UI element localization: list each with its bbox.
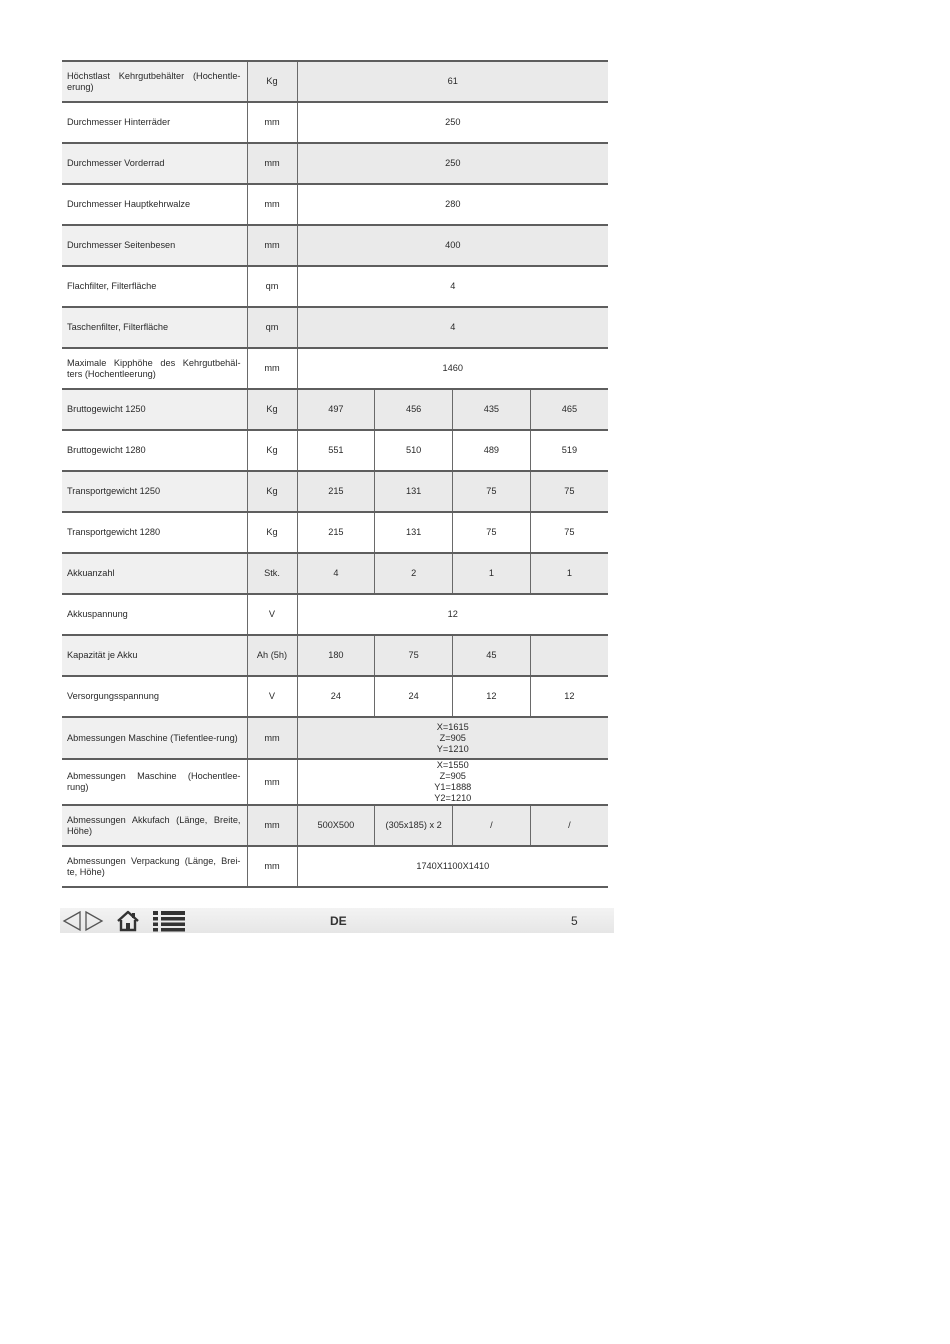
row-value: 456 — [375, 389, 453, 430]
row-label: Höchstlast Kehrgutbehälter (Hochentle-erung) — [62, 61, 247, 102]
row-unit: V — [247, 594, 297, 635]
arrow-left-icon[interactable] — [62, 910, 82, 932]
row-value: 75 — [453, 471, 531, 512]
row-label: Abmessungen Maschine (Hochentlee-rung) — [62, 759, 247, 805]
dimension-line: X=1550 — [436, 760, 469, 770]
row-unit: mm — [247, 805, 297, 846]
page-number: 5 — [571, 914, 578, 928]
row-value: 75 — [530, 471, 608, 512]
row-value: 1740X1100X1410 — [297, 846, 608, 887]
arrow-right-icon[interactable] — [84, 910, 104, 932]
row-value: / — [453, 805, 531, 846]
row-value: 250 — [297, 143, 608, 184]
row-unit: mm — [247, 717, 297, 759]
row-value: 4 — [297, 553, 375, 594]
row-label: Akkuspannung — [62, 594, 247, 635]
list-icon[interactable] — [152, 910, 186, 932]
dimension-line: Z=905 — [439, 732, 466, 743]
row-value: 280 — [297, 184, 608, 225]
row-label: Taschenfilter, Filterfläche — [62, 307, 247, 348]
table-row — [62, 266, 608, 307]
row-unit: mm — [247, 846, 297, 887]
row-value: 4 — [297, 266, 608, 307]
row-label: Abmessungen Akkufach (Länge, Breite, Höhe) — [62, 805, 247, 846]
row-unit: Kg — [247, 512, 297, 553]
row-value: 400 — [297, 225, 608, 266]
language-label: DE — [330, 914, 347, 928]
row-value: 215 — [297, 471, 375, 512]
page-footer — [60, 908, 614, 933]
row-value: 215 — [297, 512, 375, 553]
row-label: Durchmesser Hinterräder — [62, 102, 247, 143]
row-label: Durchmesser Seitenbesen — [62, 225, 247, 266]
table-row — [62, 389, 608, 430]
row-label: Transportgewicht 1250 — [62, 471, 247, 512]
dimension-line: Y=1210 — [436, 743, 469, 754]
row-unit: qm — [247, 307, 297, 348]
row-value: 4 — [297, 307, 608, 348]
row-value: 12 — [453, 676, 531, 717]
row-value: 1 — [453, 553, 531, 594]
row-unit: Stk. — [247, 553, 297, 594]
row-label: Abmessungen Verpackung (Länge, Brei-te, Höhe) — [62, 846, 247, 887]
row-value: 180 — [297, 635, 375, 676]
row-label: Bruttogewicht 1280 — [62, 430, 247, 471]
row-unit: mm — [247, 225, 297, 266]
row-value: 435 — [453, 389, 531, 430]
row-label: Bruttogewicht 1250 — [62, 389, 247, 430]
table-row — [62, 471, 608, 512]
row-unit: Kg — [247, 471, 297, 512]
row-value: 2 — [375, 553, 453, 594]
table-row — [62, 846, 608, 887]
table-row — [62, 635, 608, 676]
table-row — [62, 759, 608, 805]
spec-table — [62, 60, 608, 888]
row-unit: Ah (5h) — [247, 635, 297, 676]
row-value: 75 — [530, 512, 608, 553]
table-row — [62, 430, 608, 471]
table-row — [62, 805, 608, 846]
row-value: 510 — [375, 430, 453, 471]
row-value: 12 — [297, 594, 608, 635]
table-row — [62, 225, 608, 266]
row-label: Abmessungen Maschine (Tiefentlee-rung) — [62, 717, 247, 759]
row-value: (305x185) x 2 — [375, 805, 453, 846]
row-value: 12 — [530, 676, 608, 717]
table-row — [62, 143, 608, 184]
row-label: Akkuanzahl — [62, 553, 247, 594]
table-row — [62, 676, 608, 717]
row-unit: mm — [247, 143, 297, 184]
dimension-line: Y2=1210 — [434, 793, 472, 803]
table-row — [62, 512, 608, 553]
row-value: 131 — [375, 471, 453, 512]
row-unit: Kg — [247, 430, 297, 471]
row-value — [297, 717, 608, 759]
row-value: 465 — [530, 389, 608, 430]
row-value: 131 — [375, 512, 453, 553]
table-row — [62, 348, 608, 389]
row-value: 489 — [453, 430, 531, 471]
row-label: Maximale Kipphöhe des Kehrgutbehäl-ters (Hochentleerung) — [62, 348, 247, 389]
row-unit: mm — [247, 184, 297, 225]
row-value: 1 — [530, 553, 608, 594]
home-icon[interactable] — [116, 910, 140, 932]
row-value — [297, 759, 608, 805]
table-row — [62, 61, 608, 102]
row-unit: Kg — [247, 61, 297, 102]
dimension-line: Z=905 — [439, 771, 466, 781]
row-value: 75 — [453, 512, 531, 553]
row-unit: V — [247, 676, 297, 717]
row-label: Transportgewicht 1280 — [62, 512, 247, 553]
row-value: 497 — [297, 389, 375, 430]
row-unit: mm — [247, 102, 297, 143]
dimension-line: Y1=1888 — [434, 782, 472, 792]
row-value: 519 — [530, 430, 608, 471]
row-unit: qm — [247, 266, 297, 307]
row-unit: mm — [247, 348, 297, 389]
table-row — [62, 594, 608, 635]
row-label: Kapazität je Akku — [62, 635, 247, 676]
row-unit: Kg — [247, 389, 297, 430]
table-row — [62, 553, 608, 594]
row-value: 250 — [297, 102, 608, 143]
row-value: 500X500 — [297, 805, 375, 846]
row-value: 75 — [375, 635, 453, 676]
row-label: Versorgungsspannung — [62, 676, 247, 717]
row-label: Flachfilter, Filterfläche — [62, 266, 247, 307]
dimension-line: X=1615 — [436, 721, 469, 732]
row-value: 551 — [297, 430, 375, 471]
table-row — [62, 184, 608, 225]
row-label: Durchmesser Vorderrad — [62, 143, 247, 184]
row-label: Durchmesser Hauptkehrwalze — [62, 184, 247, 225]
row-value: 45 — [453, 635, 531, 676]
table-row — [62, 717, 608, 759]
row-value — [530, 635, 608, 676]
row-unit: mm — [247, 759, 297, 805]
row-value: 61 — [297, 61, 608, 102]
row-value: / — [530, 805, 608, 846]
table-row — [62, 307, 608, 348]
table-row — [62, 102, 608, 143]
row-value: 24 — [375, 676, 453, 717]
row-value: 24 — [297, 676, 375, 717]
row-value: 1460 — [297, 348, 608, 389]
